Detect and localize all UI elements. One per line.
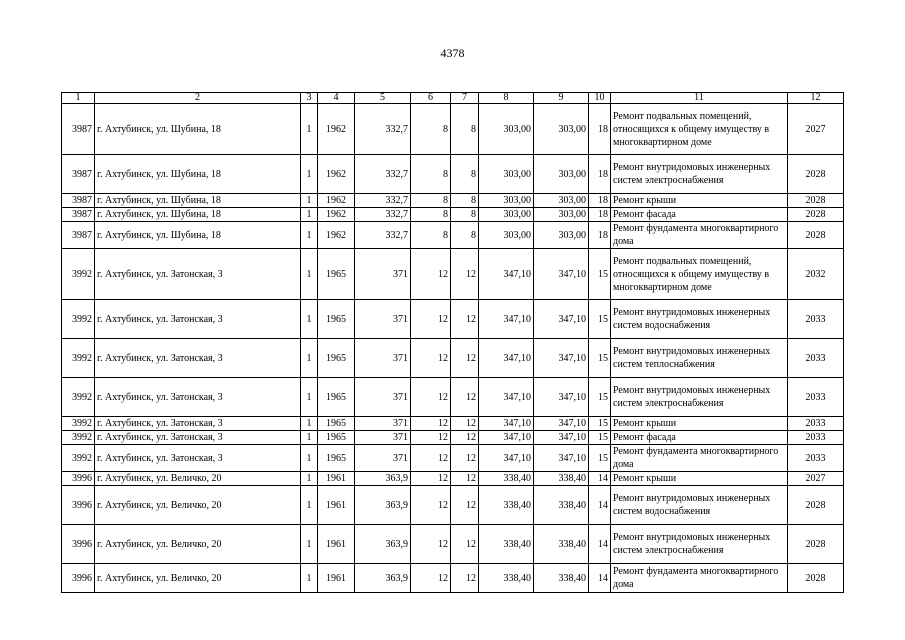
col8-cell: 338,40: [479, 564, 534, 593]
plan-year-cell: 2032: [788, 249, 844, 300]
area-cell: 363,9: [355, 486, 411, 525]
year-cell: 1961: [318, 472, 355, 486]
col3-cell: 1: [301, 431, 318, 445]
col6-cell: 12: [411, 525, 451, 564]
col7-cell: 12: [451, 486, 479, 525]
area-cell: 363,9: [355, 564, 411, 593]
col9-cell: 347,10: [534, 300, 589, 339]
plan-year-cell: 2028: [788, 155, 844, 194]
address-cell: г. Ахтубинск, ул. Затонская, 3: [95, 445, 301, 472]
col10-cell: 15: [589, 339, 611, 378]
col7-cell: 12: [451, 378, 479, 417]
plan-year-cell: 2028: [788, 208, 844, 222]
col7-cell: 12: [451, 300, 479, 339]
house-id-cell: 3996: [62, 564, 95, 593]
year-cell: 1965: [318, 378, 355, 417]
col6-cell: 12: [411, 445, 451, 472]
col7-cell: 12: [451, 564, 479, 593]
col8-cell: 303,00: [479, 208, 534, 222]
col6-cell: 12: [411, 339, 451, 378]
col6-cell: 8: [411, 155, 451, 194]
col6-cell: 12: [411, 472, 451, 486]
house-id-cell: 3992: [62, 417, 95, 431]
work-type-cell: Ремонт фундамента многоквартирного дома: [611, 564, 788, 593]
col3-cell: 1: [301, 445, 318, 472]
plan-year-cell: 2028: [788, 222, 844, 249]
house-id-cell: 3987: [62, 208, 95, 222]
col8-cell: 303,00: [479, 194, 534, 208]
col9-cell: 338,40: [534, 564, 589, 593]
table-row: [62, 445, 844, 472]
col9-cell: 338,40: [534, 486, 589, 525]
plan-year-cell: 2028: [788, 194, 844, 208]
col3-cell: 1: [301, 564, 318, 593]
col9-cell: 338,40: [534, 525, 589, 564]
year-cell: 1961: [318, 564, 355, 593]
col3-cell: 1: [301, 155, 318, 194]
year-cell: 1961: [318, 486, 355, 525]
table-row: [62, 300, 844, 339]
col8-cell: 303,00: [479, 222, 534, 249]
col7-cell: 12: [451, 472, 479, 486]
table-row: [62, 339, 844, 378]
col7-cell: 8: [451, 155, 479, 194]
col3-cell: 1: [301, 472, 318, 486]
plan-year-cell: 2027: [788, 104, 844, 155]
col10-cell: 14: [589, 525, 611, 564]
area-cell: 363,9: [355, 525, 411, 564]
table-row: [62, 208, 844, 222]
table-row: [62, 525, 844, 564]
table-row: [62, 155, 844, 194]
col9-cell: 347,10: [534, 339, 589, 378]
col3-cell: 1: [301, 486, 318, 525]
address-cell: г. Ахтубинск, ул. Затонская, 3: [95, 339, 301, 378]
col7-cell: 8: [451, 194, 479, 208]
address-cell: г. Ахтубинск, ул. Шубина, 18: [95, 155, 301, 194]
address-cell: г. Ахтубинск, ул. Величко, 20: [95, 486, 301, 525]
col8-cell: 338,40: [479, 472, 534, 486]
area-cell: 371: [355, 431, 411, 445]
col3-cell: 1: [301, 339, 318, 378]
year-cell: 1965: [318, 300, 355, 339]
house-id-cell: 3987: [62, 155, 95, 194]
address-cell: г. Ахтубинск, ул. Затонская, 3: [95, 417, 301, 431]
address-cell: г. Ахтубинск, ул. Затонская, 3: [95, 300, 301, 339]
col10-cell: 14: [589, 564, 611, 593]
table-row: [62, 564, 844, 593]
col9-cell: 303,00: [534, 222, 589, 249]
address-cell: г. Ахтубинск, ул. Величко, 20: [95, 525, 301, 564]
page-number: 4378: [440, 46, 465, 60]
col10-cell: 15: [589, 431, 611, 445]
plan-year-cell: 2028: [788, 564, 844, 593]
address-cell: г. Ахтубинск, ул. Величко, 20: [95, 564, 301, 593]
area-cell: 371: [355, 378, 411, 417]
col3-cell: 1: [301, 525, 318, 564]
table-row: [62, 417, 844, 431]
plan-year-cell: 2027: [788, 472, 844, 486]
area-cell: 371: [355, 339, 411, 378]
column-header: 2: [95, 93, 301, 104]
col7-cell: 8: [451, 208, 479, 222]
area-cell: 332,7: [355, 222, 411, 249]
table-row: [62, 378, 844, 417]
col10-cell: 15: [589, 300, 611, 339]
col10-cell: 18: [589, 222, 611, 249]
col8-cell: 303,00: [479, 155, 534, 194]
column-header: 9: [534, 93, 589, 104]
column-header: 3: [301, 93, 318, 104]
col3-cell: 1: [301, 104, 318, 155]
area-cell: 332,7: [355, 194, 411, 208]
work-type-cell: Ремонт внутридомовых инженерных систем теплоснабжения: [611, 339, 788, 378]
house-id-cell: 3992: [62, 339, 95, 378]
col10-cell: 14: [589, 472, 611, 486]
work-type-cell: Ремонт подвальных помещений, относящихся к общему имуществу в многоквартирном доме: [611, 249, 788, 300]
plan-year-cell: 2033: [788, 431, 844, 445]
column-header: 5: [355, 93, 411, 104]
table-row: [62, 104, 844, 155]
col8-cell: 347,10: [479, 378, 534, 417]
plan-year-cell: 2033: [788, 378, 844, 417]
address-cell: г. Ахтубинск, ул. Шубина, 18: [95, 208, 301, 222]
col10-cell: 18: [589, 155, 611, 194]
column-header: 7: [451, 93, 479, 104]
col9-cell: 338,40: [534, 472, 589, 486]
address-cell: г. Ахтубинск, ул. Шубина, 18: [95, 104, 301, 155]
col10-cell: 15: [589, 249, 611, 300]
year-cell: 1962: [318, 222, 355, 249]
work-type-cell: Ремонт внутридомовых инженерных систем водоснабжения: [611, 486, 788, 525]
plan-year-cell: 2033: [788, 300, 844, 339]
col6-cell: 8: [411, 194, 451, 208]
house-id-cell: 3992: [62, 249, 95, 300]
col10-cell: 18: [589, 104, 611, 155]
year-cell: 1962: [318, 194, 355, 208]
address-cell: г. Ахтубинск, ул. Шубина, 18: [95, 194, 301, 208]
address-cell: г. Ахтубинск, ул. Величко, 20: [95, 472, 301, 486]
col7-cell: 12: [451, 417, 479, 431]
col7-cell: 12: [451, 445, 479, 472]
col6-cell: 12: [411, 378, 451, 417]
col8-cell: 347,10: [479, 300, 534, 339]
col9-cell: 303,00: [534, 155, 589, 194]
col8-cell: 338,40: [479, 486, 534, 525]
work-type-cell: Ремонт крыши: [611, 472, 788, 486]
column-header: 12: [788, 93, 844, 104]
table-row: [62, 472, 844, 486]
col8-cell: 347,10: [479, 417, 534, 431]
work-type-cell: Ремонт подвальных помещений, относящихся к общему имуществу в многоквартирном доме: [611, 104, 788, 155]
col3-cell: 1: [301, 194, 318, 208]
col8-cell: 347,10: [479, 431, 534, 445]
work-type-cell: Ремонт внутридомовых инженерных систем электроснабжения: [611, 378, 788, 417]
house-id-cell: 3992: [62, 445, 95, 472]
address-cell: г. Ахтубинск, ул. Затонская, 3: [95, 431, 301, 445]
work-type-cell: Ремонт фундамента многоквартирного дома: [611, 445, 788, 472]
work-type-cell: Ремонт фасада: [611, 208, 788, 222]
col6-cell: 12: [411, 300, 451, 339]
column-header: 11: [611, 93, 788, 104]
col9-cell: 347,10: [534, 417, 589, 431]
area-cell: 371: [355, 300, 411, 339]
col10-cell: 15: [589, 378, 611, 417]
table-row: [62, 486, 844, 525]
area-cell: 332,7: [355, 155, 411, 194]
year-cell: 1962: [318, 104, 355, 155]
col6-cell: 12: [411, 564, 451, 593]
col9-cell: 303,00: [534, 104, 589, 155]
col6-cell: 12: [411, 486, 451, 525]
plan-year-cell: 2028: [788, 486, 844, 525]
column-header: 6: [411, 93, 451, 104]
area-cell: 371: [355, 445, 411, 472]
house-id-cell: 3992: [62, 300, 95, 339]
work-type-cell: Ремонт крыши: [611, 417, 788, 431]
table-row: [62, 431, 844, 445]
col6-cell: 8: [411, 104, 451, 155]
col9-cell: 347,10: [534, 249, 589, 300]
area-cell: 332,7: [355, 104, 411, 155]
area-cell: 332,7: [355, 208, 411, 222]
col3-cell: 1: [301, 249, 318, 300]
col7-cell: 12: [451, 431, 479, 445]
house-id-cell: 3996: [62, 472, 95, 486]
col9-cell: 347,10: [534, 431, 589, 445]
year-cell: 1965: [318, 249, 355, 300]
work-type-cell: Ремонт фундамента многоквартирного дома: [611, 222, 788, 249]
col10-cell: 15: [589, 445, 611, 472]
address-cell: г. Ахтубинск, ул. Затонская, 3: [95, 249, 301, 300]
column-number-row: [62, 93, 844, 104]
table-row: [62, 222, 844, 249]
col3-cell: 1: [301, 208, 318, 222]
col10-cell: 14: [589, 486, 611, 525]
col7-cell: 12: [451, 339, 479, 378]
work-type-cell: Ремонт крыши: [611, 194, 788, 208]
col7-cell: 8: [451, 104, 479, 155]
col7-cell: 12: [451, 249, 479, 300]
col3-cell: 1: [301, 222, 318, 249]
house-id-cell: 3987: [62, 222, 95, 249]
col9-cell: 347,10: [534, 378, 589, 417]
col9-cell: 303,00: [534, 194, 589, 208]
column-header: 1: [62, 93, 95, 104]
work-type-cell: Ремонт внутридомовых инженерных систем электроснабжения: [611, 525, 788, 564]
address-cell: г. Ахтубинск, ул. Затонская, 3: [95, 378, 301, 417]
plan-year-cell: 2028: [788, 525, 844, 564]
work-type-cell: Ремонт внутридомовых инженерных систем электроснабжения: [611, 155, 788, 194]
area-cell: 363,9: [355, 472, 411, 486]
house-id-cell: 3987: [62, 194, 95, 208]
area-cell: 371: [355, 417, 411, 431]
house-id-cell: 3992: [62, 431, 95, 445]
plan-year-cell: 2033: [788, 417, 844, 431]
house-id-cell: 3992: [62, 378, 95, 417]
col9-cell: 303,00: [534, 208, 589, 222]
col10-cell: 18: [589, 194, 611, 208]
work-type-cell: Ремонт фасада: [611, 431, 788, 445]
col3-cell: 1: [301, 378, 318, 417]
col6-cell: 8: [411, 208, 451, 222]
year-cell: 1962: [318, 208, 355, 222]
address-cell: г. Ахтубинск, ул. Шубина, 18: [95, 222, 301, 249]
col6-cell: 12: [411, 431, 451, 445]
col7-cell: 12: [451, 525, 479, 564]
year-cell: 1962: [318, 155, 355, 194]
year-cell: 1965: [318, 431, 355, 445]
house-id-cell: 3987: [62, 104, 95, 155]
plan-year-cell: 2033: [788, 445, 844, 472]
col6-cell: 8: [411, 222, 451, 249]
col8-cell: 303,00: [479, 104, 534, 155]
year-cell: 1961: [318, 525, 355, 564]
col6-cell: 12: [411, 249, 451, 300]
year-cell: 1965: [318, 339, 355, 378]
column-header: 8: [479, 93, 534, 104]
col8-cell: 338,40: [479, 525, 534, 564]
col6-cell: 12: [411, 417, 451, 431]
col9-cell: 347,10: [534, 445, 589, 472]
plan-year-cell: 2033: [788, 339, 844, 378]
col8-cell: 347,10: [479, 445, 534, 472]
work-type-cell: Ремонт внутридомовых инженерных систем водоснабжения: [611, 300, 788, 339]
col3-cell: 1: [301, 417, 318, 431]
house-id-cell: 3996: [62, 525, 95, 564]
year-cell: 1965: [318, 417, 355, 431]
col3-cell: 1: [301, 300, 318, 339]
column-header: 10: [589, 93, 611, 104]
table-row: [62, 249, 844, 300]
year-cell: 1965: [318, 445, 355, 472]
house-id-cell: 3996: [62, 486, 95, 525]
col10-cell: 18: [589, 208, 611, 222]
col7-cell: 8: [451, 222, 479, 249]
column-header: 4: [318, 93, 355, 104]
repair-schedule-table: [61, 92, 844, 593]
area-cell: 371: [355, 249, 411, 300]
col8-cell: 347,10: [479, 249, 534, 300]
col8-cell: 347,10: [479, 339, 534, 378]
col10-cell: 15: [589, 417, 611, 431]
table-row: [62, 194, 844, 208]
